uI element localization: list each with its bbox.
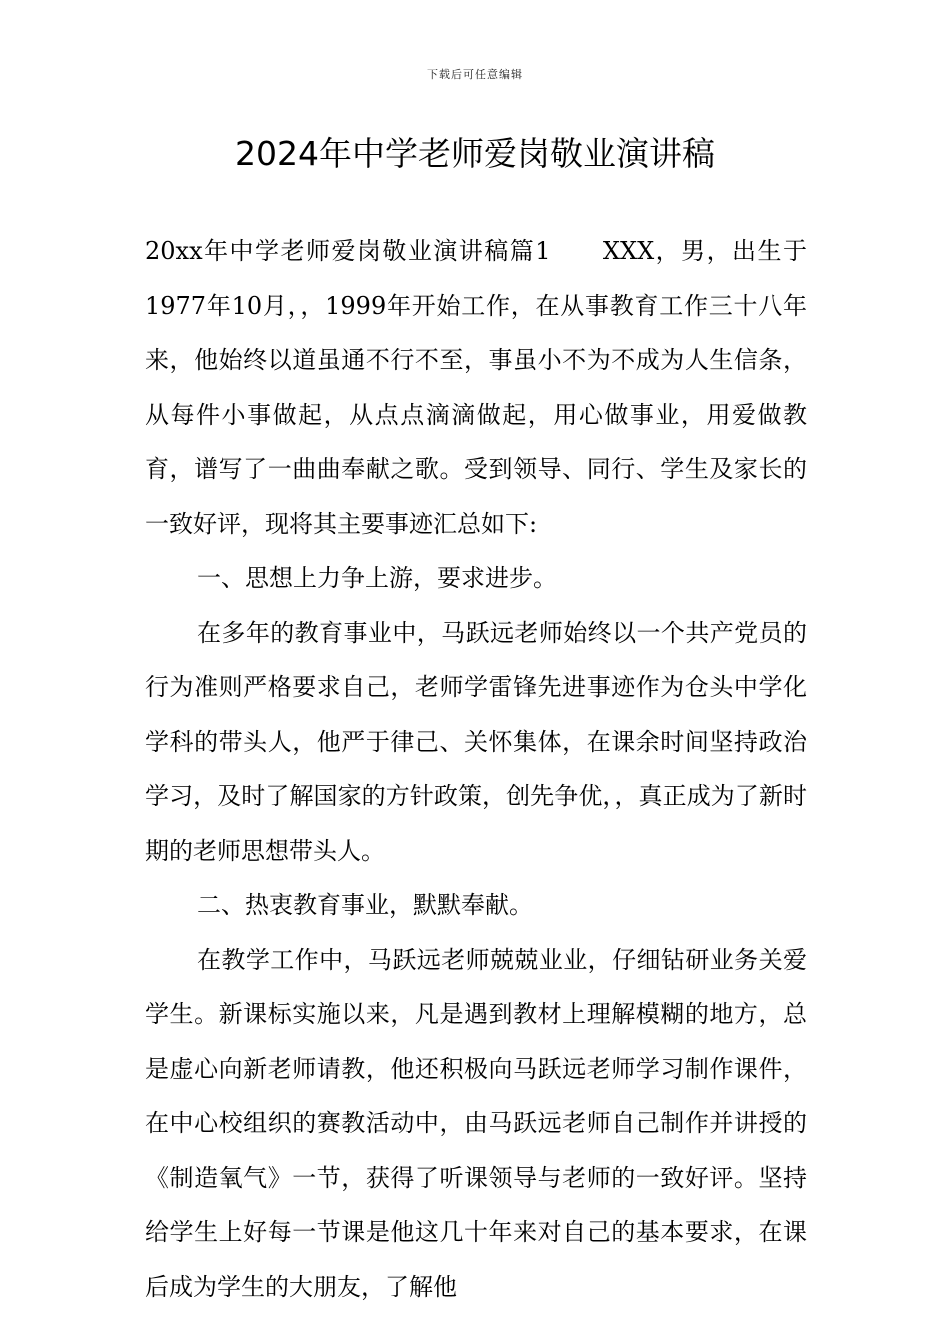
paragraph-section-2: 在教学工作中，马跃远老师兢兢业业，仔细钻研业务关爱学生。新课标实施以来，凡是遇到教材上理解模糊的地方，总是虚心向新老师请教，他还积极向马跃远老师学习制作课件，在中心校组织的赛教活动中，由马跃远老师自己制作并讲授的《制造氧气》一节，获得了听课领导与老师的一致好评。坚持给学生上好每一节课是他这几十年来对自己的基本要求，在课后成为学生的大朋友，了解他 — [145, 945, 807, 1301]
document-body — [145, 224, 807, 1314]
section-heading-1: 一、思想上力争上游，要求进步。 — [197, 564, 557, 592]
header-note: 下载后可任意编辑 — [427, 68, 523, 81]
section-heading-2: 二、热衷教育事业，默默奉献。 — [197, 891, 533, 919]
paragraph-section-1: 在多年的教育事业中，马跃远老师始终以一个共产党员的行为准则严格要求自己，老师学雷锋先进事迹作为仓头中学化学科的带头人，他严于律己、关怀集体，在课余时间坚持政治学习，及时了解国家的方针政策，创先争优，，真正成为了新时期的老师思想带头人。 — [145, 618, 807, 865]
paragraph-intro: 20xx年中学老师爱岗敬业演讲稿篇1 XXX，男，出生于1977年10月，，1999年开始工作，在从事教育工作三十八年来，他始终以道虽通不行不至，事虽小不为不成为人生信条，从每件小事做起，从点点滴滴做起，用心做事业，用爱做教育，谱写了一曲曲奉献之歌。受到领导、同行、学生及家长的一致好评，现将其主要事迹汇总如下: — [145, 237, 807, 538]
document-title: 2024年中学老师爱岗敬业演讲稿 — [235, 134, 715, 173]
